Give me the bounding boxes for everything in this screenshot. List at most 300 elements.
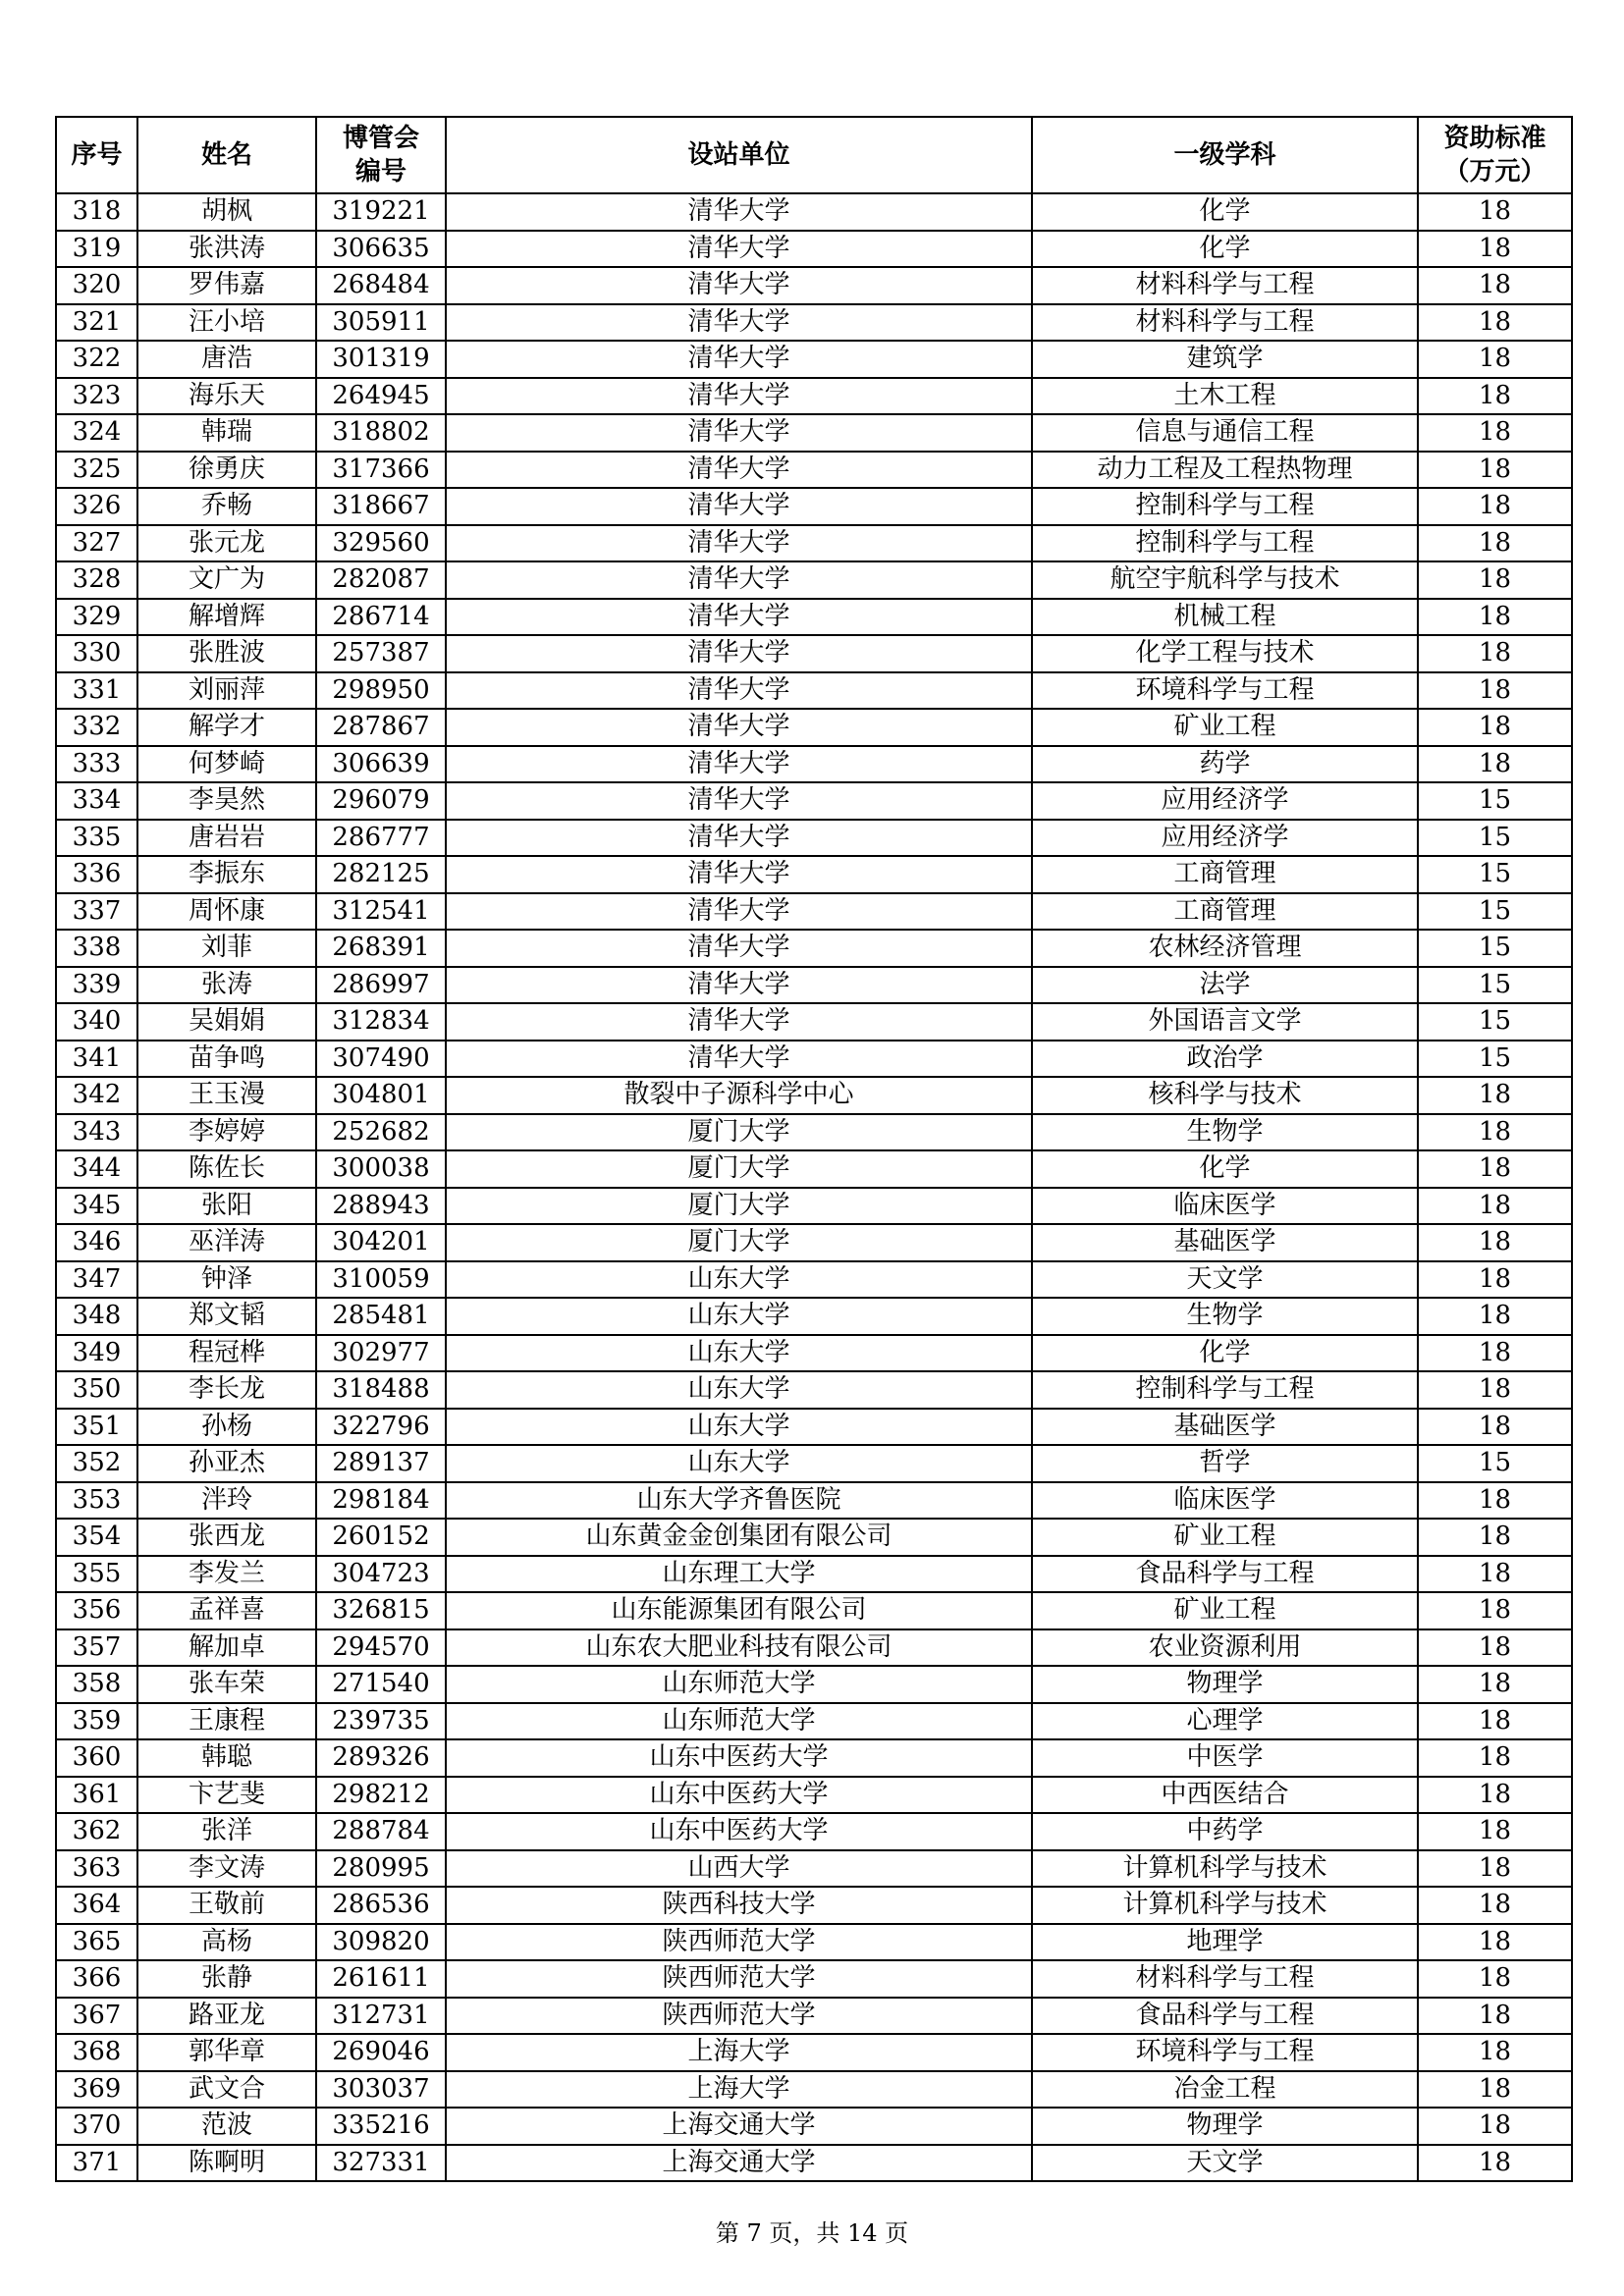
table-row [56,1371,1572,1409]
cell-code: 288943 [316,1188,446,1225]
cell-name: 苗争鸣 [137,1041,316,1078]
cell-index: 347 [56,1261,137,1299]
cell-funding: 18 [1418,1960,1572,1998]
cell-unit: 山东大学 [446,1445,1032,1482]
table-row [56,1224,1572,1261]
cell-code: 302977 [316,1335,446,1372]
cell-funding: 18 [1418,2145,1572,2182]
cell-unit: 清华大学 [446,1003,1032,1041]
cell-index: 343 [56,1114,137,1151]
cell-funding: 18 [1418,1261,1572,1299]
cell-index: 361 [56,1777,137,1814]
cell-discipline: 建筑学 [1032,341,1418,378]
cell-index: 335 [56,820,137,857]
cell-name: 吴娟娟 [137,1003,316,1041]
table-row [56,1188,1572,1225]
cell-funding: 18 [1418,1371,1572,1409]
cell-code: 304723 [316,1556,446,1593]
cell-discipline: 心理学 [1032,1703,1418,1740]
cell-code: 327331 [316,2145,446,2182]
header-code [316,117,446,193]
cell-code: 301319 [316,341,446,378]
funding-table [55,116,1573,2182]
cell-discipline: 航空宇航科学与技术 [1032,561,1418,599]
cell-funding: 18 [1418,1114,1572,1151]
cell-code: 252682 [316,1114,446,1151]
cell-code: 298184 [316,1482,446,1520]
table-row [56,561,1572,599]
cell-code: 306635 [316,231,446,268]
cell-unit: 清华大学 [446,635,1032,672]
header-funding [1418,117,1572,193]
cell-funding: 18 [1418,672,1572,710]
table-row [56,1666,1572,1703]
funding-list-sheet [55,116,1571,2182]
cell-index: 330 [56,635,137,672]
cell-code: 282087 [316,561,446,599]
cell-code: 271540 [316,1666,446,1703]
cell-unit: 山东能源集团有限公司 [446,1592,1032,1629]
table-row [56,193,1572,231]
cell-discipline: 计算机科学与技术 [1032,1850,1418,1888]
header-index: 序号 [56,117,137,193]
cell-code: 289137 [316,1445,446,1482]
table-row [56,1261,1572,1299]
cell-discipline: 材料科学与工程 [1032,1960,1418,1998]
cell-name: 张洪涛 [137,231,316,268]
cell-discipline: 药学 [1032,746,1418,783]
cell-name: 陈佐长 [137,1150,316,1188]
cell-index: 339 [56,967,137,1004]
cell-unit: 上海交通大学 [446,2145,1032,2182]
header-row [56,117,1572,193]
cell-name: 孙杨 [137,1409,316,1446]
cell-code: 298950 [316,672,446,710]
cell-name: 胡枫 [137,193,316,231]
cell-discipline: 应用经济学 [1032,820,1418,857]
cell-name: 孙亚杰 [137,1445,316,1482]
cell-funding: 15 [1418,820,1572,857]
cell-index: 344 [56,1150,137,1188]
cell-index: 370 [56,2108,137,2145]
table-row [56,1813,1572,1850]
cell-name: 刘菲 [137,930,316,967]
cell-index: 348 [56,1298,137,1335]
cell-funding: 18 [1418,599,1572,636]
header-funding-line1: 资助标准 [1443,124,1546,153]
cell-funding: 18 [1418,1813,1572,1850]
cell-code: 286714 [316,599,446,636]
cell-name: 韩瑞 [137,414,316,452]
cell-code: 304801 [316,1077,446,1114]
table-row [56,1924,1572,1961]
cell-name: 孟祥喜 [137,1592,316,1629]
cell-funding: 18 [1418,1188,1572,1225]
cell-discipline: 土木工程 [1032,378,1418,415]
cell-index: 371 [56,2145,137,2182]
cell-name: 解加卓 [137,1629,316,1667]
cell-unit: 山东中医药大学 [446,1777,1032,1814]
cell-unit: 上海大学 [446,2071,1032,2109]
table-row [56,1298,1572,1335]
cell-code: 306639 [316,746,446,783]
cell-unit: 清华大学 [446,488,1032,525]
table-row [56,1445,1572,1482]
cell-code: 282125 [316,856,446,893]
cell-discipline: 信息与通信工程 [1032,414,1418,452]
cell-index: 364 [56,1887,137,1924]
cell-unit: 山东师范大学 [446,1703,1032,1740]
cell-funding: 15 [1418,782,1572,820]
cell-funding: 15 [1418,1041,1572,1078]
cell-unit: 清华大学 [446,193,1032,231]
cell-discipline: 天文学 [1032,1261,1418,1299]
table-row [56,782,1572,820]
cell-name: 张车荣 [137,1666,316,1703]
cell-code: 318667 [316,488,446,525]
cell-discipline: 机械工程 [1032,599,1418,636]
cell-index: 369 [56,2071,137,2109]
page-footer: 第 7 页，共 14 页 [715,2219,909,2247]
cell-name: 唐岩岩 [137,820,316,857]
cell-name: 钟泽 [137,1261,316,1299]
cell-name: 汪小培 [137,304,316,342]
cell-unit: 清华大学 [446,672,1032,710]
table-row [56,1335,1572,1372]
header-funding-line2: （万元） [1443,157,1546,187]
table-row [56,1556,1572,1593]
cell-funding: 18 [1418,1666,1572,1703]
table-row [56,1114,1572,1151]
cell-name: 韩聪 [137,1739,316,1777]
cell-index: 357 [56,1629,137,1667]
cell-funding: 18 [1418,2071,1572,2109]
cell-name: 高杨 [137,1924,316,1961]
table-row [56,967,1572,1004]
cell-name: 卞艺斐 [137,1777,316,1814]
cell-funding: 18 [1418,1887,1572,1924]
cell-name: 文广为 [137,561,316,599]
table-row [56,378,1572,415]
cell-discipline: 临床医学 [1032,1188,1418,1225]
cell-funding: 18 [1418,1592,1572,1629]
table-row [56,267,1572,304]
cell-code: 317366 [316,452,446,489]
cell-funding: 18 [1418,635,1572,672]
cell-unit: 清华大学 [446,525,1032,562]
cell-discipline: 化学 [1032,231,1418,268]
cell-discipline: 计算机科学与技术 [1032,1887,1418,1924]
cell-unit: 山东大学 [446,1371,1032,1409]
cell-funding: 18 [1418,378,1572,415]
cell-index: 323 [56,378,137,415]
cell-unit: 清华大学 [446,893,1032,931]
cell-funding: 15 [1418,856,1572,893]
cell-code: 285481 [316,1298,446,1335]
cell-discipline: 食品科学与工程 [1032,1998,1418,2035]
cell-discipline: 化学工程与技术 [1032,635,1418,672]
cell-index: 329 [56,599,137,636]
cell-index: 346 [56,1224,137,1261]
cell-index: 326 [56,488,137,525]
cell-code: 261611 [316,1960,446,1998]
header-name: 姓名 [137,117,316,193]
table-row [56,1998,1572,2035]
cell-index: 332 [56,709,137,746]
cell-code: 312731 [316,1998,446,2035]
cell-code: 264945 [316,378,446,415]
cell-discipline: 天文学 [1032,2145,1418,2182]
cell-code: 307490 [316,1041,446,1078]
cell-discipline: 材料科学与工程 [1032,267,1418,304]
table-row [56,2034,1572,2071]
cell-name: 张洋 [137,1813,316,1850]
table-row [56,1077,1572,1114]
cell-index: 352 [56,1445,137,1482]
cell-discipline: 物理学 [1032,1666,1418,1703]
cell-code: 289326 [316,1739,446,1777]
cell-unit: 山东中医药大学 [446,1739,1032,1777]
cell-code: 286536 [316,1887,446,1924]
table-row [56,1850,1572,1888]
cell-unit: 清华大学 [446,856,1032,893]
cell-code: 294570 [316,1629,446,1667]
table-row [56,2108,1572,2145]
cell-code: 312541 [316,893,446,931]
table-row [56,635,1572,672]
cell-unit: 上海交通大学 [446,2108,1032,2145]
cell-name: 罗伟嘉 [137,267,316,304]
cell-funding: 15 [1418,1445,1572,1482]
cell-funding: 18 [1418,1739,1572,1777]
cell-name: 李长龙 [137,1371,316,1409]
cell-discipline: 临床医学 [1032,1482,1418,1520]
cell-discipline: 环境科学与工程 [1032,2034,1418,2071]
table-row [56,1003,1572,1041]
cell-name: 范波 [137,2108,316,2145]
cell-code: 288784 [316,1813,446,1850]
cell-name: 郑文韬 [137,1298,316,1335]
cell-index: 334 [56,782,137,820]
cell-funding: 18 [1418,1998,1572,2035]
table-row [56,2145,1572,2182]
cell-funding: 18 [1418,267,1572,304]
table-row [56,1629,1572,1667]
cell-unit: 山东大学 [446,1409,1032,1446]
table-row [56,746,1572,783]
cell-name: 程冠桦 [137,1335,316,1372]
cell-funding: 18 [1418,561,1572,599]
cell-name: 张涛 [137,967,316,1004]
cell-name: 路亚龙 [137,1998,316,2035]
table-row [56,709,1572,746]
cell-name: 张西龙 [137,1519,316,1556]
cell-unit: 散裂中子源科学中心 [446,1077,1032,1114]
cell-unit: 清华大学 [446,967,1032,1004]
cell-code: 260152 [316,1519,446,1556]
cell-discipline: 矿业工程 [1032,709,1418,746]
cell-discipline: 控制科学与工程 [1032,525,1418,562]
cell-unit: 山东中医药大学 [446,1813,1032,1850]
cell-funding: 18 [1418,193,1572,231]
cell-code: 303037 [316,2071,446,2109]
header-code-line1: 博管会 [342,124,419,153]
cell-index: 363 [56,1850,137,1888]
cell-discipline: 基础医学 [1032,1224,1418,1261]
cell-unit: 清华大学 [446,452,1032,489]
cell-funding: 18 [1418,1556,1572,1593]
cell-discipline: 控制科学与工程 [1032,1371,1418,1409]
cell-code: 322796 [316,1409,446,1446]
cell-discipline: 外国语言文学 [1032,1003,1418,1041]
cell-unit: 陕西师范大学 [446,1924,1032,1961]
cell-name: 武文合 [137,2071,316,2109]
cell-funding: 18 [1418,1298,1572,1335]
cell-unit: 清华大学 [446,1041,1032,1078]
cell-funding: 18 [1418,746,1572,783]
table-row [56,1041,1572,1078]
cell-unit: 山东农大肥业科技有限公司 [446,1629,1032,1667]
cell-unit: 清华大学 [446,341,1032,378]
cell-code: 286777 [316,820,446,857]
cell-discipline: 农业资源利用 [1032,1629,1418,1667]
cell-discipline: 应用经济学 [1032,782,1418,820]
cell-funding: 18 [1418,1924,1572,1961]
cell-index: 337 [56,893,137,931]
cell-index: 318 [56,193,137,231]
cell-name: 王敬前 [137,1887,316,1924]
cell-index: 355 [56,1556,137,1593]
cell-unit: 厦门大学 [446,1150,1032,1188]
cell-name: 李昊然 [137,782,316,820]
table-row [56,231,1572,268]
cell-discipline: 动力工程及工程热物理 [1032,452,1418,489]
cell-code: 305911 [316,304,446,342]
cell-index: 366 [56,1960,137,1998]
cell-unit: 陕西师范大学 [446,1998,1032,2035]
cell-unit: 清华大学 [446,231,1032,268]
cell-funding: 18 [1418,452,1572,489]
cell-index: 353 [56,1482,137,1520]
cell-index: 336 [56,856,137,893]
cell-discipline: 化学 [1032,193,1418,231]
cell-funding: 15 [1418,1003,1572,1041]
cell-discipline: 生物学 [1032,1114,1418,1151]
cell-unit: 山东理工大学 [446,1556,1032,1593]
cell-funding: 18 [1418,1519,1572,1556]
cell-funding: 18 [1418,1224,1572,1261]
table-row [56,1960,1572,1998]
table-row [56,1739,1572,1777]
cell-code: 296079 [316,782,446,820]
cell-code: 318488 [316,1371,446,1409]
cell-name: 张阳 [137,1188,316,1225]
table-row [56,856,1572,893]
cell-unit: 清华大学 [446,414,1032,452]
cell-funding: 18 [1418,231,1572,268]
cell-index: 324 [56,414,137,452]
table-row [56,820,1572,857]
table-row [56,1150,1572,1188]
cell-code: 329560 [316,525,446,562]
cell-funding: 18 [1418,488,1572,525]
cell-discipline: 农林经济管理 [1032,930,1418,967]
table-row [56,414,1572,452]
cell-name: 何梦崎 [137,746,316,783]
table-row [56,304,1572,342]
cell-funding: 18 [1418,2108,1572,2145]
cell-index: 340 [56,1003,137,1041]
cell-unit: 清华大学 [446,782,1032,820]
cell-unit: 厦门大学 [446,1224,1032,1261]
cell-index: 354 [56,1519,137,1556]
cell-index: 333 [56,746,137,783]
cell-code: 304201 [316,1224,446,1261]
cell-index: 342 [56,1077,137,1114]
table-body [56,193,1572,2181]
cell-funding: 18 [1418,1409,1572,1446]
cell-code: 280995 [316,1850,446,1888]
cell-funding: 18 [1418,709,1572,746]
cell-unit: 清华大学 [446,820,1032,857]
cell-index: 341 [56,1041,137,1078]
cell-funding: 18 [1418,1850,1572,1888]
cell-index: 328 [56,561,137,599]
header-code-line2: 编号 [354,157,406,187]
cell-code: 286997 [316,967,446,1004]
cell-discipline: 核科学与技术 [1032,1077,1418,1114]
cell-name: 周怀康 [137,893,316,931]
cell-funding: 15 [1418,893,1572,931]
cell-discipline: 矿业工程 [1032,1519,1418,1556]
cell-name: 陈啊明 [137,2145,316,2182]
cell-discipline: 矿业工程 [1032,1592,1418,1629]
table-row [56,1409,1572,1446]
cell-code: 310059 [316,1261,446,1299]
cell-discipline: 食品科学与工程 [1032,1556,1418,1593]
cell-code: 309820 [316,1924,446,1961]
cell-unit: 厦门大学 [446,1188,1032,1225]
cell-name: 泮玲 [137,1482,316,1520]
cell-funding: 18 [1418,2034,1572,2071]
cell-unit: 山东大学 [446,1298,1032,1335]
table-row [56,1482,1572,1520]
cell-funding: 18 [1418,304,1572,342]
cell-code: 300038 [316,1150,446,1188]
cell-index: 360 [56,1739,137,1777]
cell-unit: 山东大学齐鲁医院 [446,1482,1032,1520]
cell-index: 349 [56,1335,137,1372]
cell-funding: 15 [1418,967,1572,1004]
table-row [56,1519,1572,1556]
cell-name: 解学才 [137,709,316,746]
cell-name: 解增辉 [137,599,316,636]
cell-index: 356 [56,1592,137,1629]
table-row [56,1592,1572,1629]
cell-unit: 山东大学 [446,1335,1032,1372]
cell-name: 郭华章 [137,2034,316,2071]
table-row [56,1887,1572,1924]
cell-name: 李文涛 [137,1850,316,1888]
cell-funding: 18 [1418,1777,1572,1814]
cell-unit: 清华大学 [446,930,1032,967]
cell-unit: 清华大学 [446,378,1032,415]
table-row [56,452,1572,489]
cell-unit: 清华大学 [446,599,1032,636]
cell-discipline: 工商管理 [1032,856,1418,893]
cell-funding: 18 [1418,1077,1572,1114]
cell-index: 345 [56,1188,137,1225]
